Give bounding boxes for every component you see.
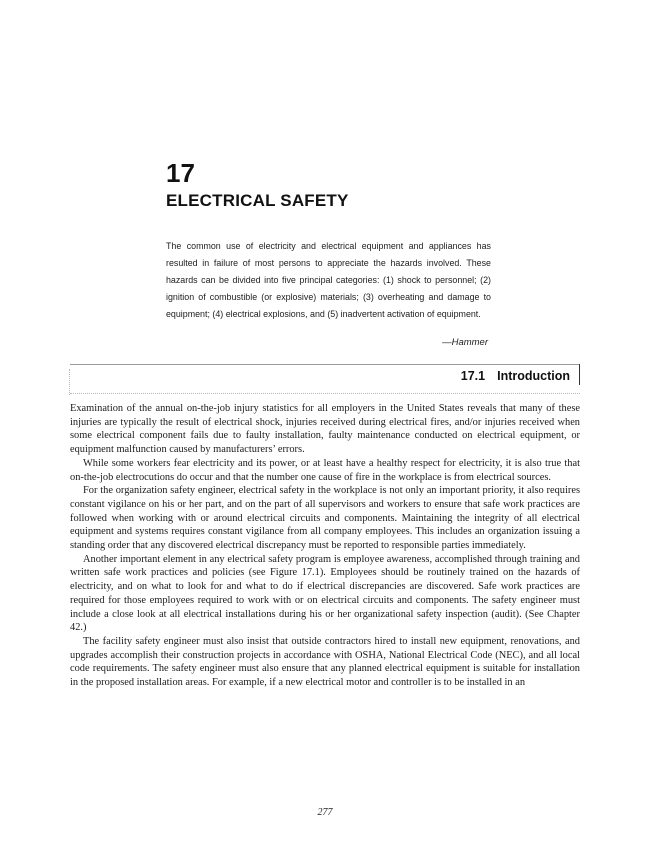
section-header <box>70 364 580 394</box>
section-heading <box>461 368 570 384</box>
page-number: 277 <box>317 807 333 818</box>
body-paragraph: While some workers fear electricity and its power, or at least have a healthy respect for electricity, it is also true that on-the-job electrocutions do occur and that the number one cause of fire in the workplace is from electrical sources. <box>70 457 580 483</box>
epigraph-quote: The common use of electricity and electrical equipment and appliances has resulted in failure of most persons to appreciate the hazards involved. These hazards can be divided into five principal categories: (1) shock to personnel; (2) ignition of combustible (or explosive) materials; (3) overheating and damage to equipment; (4) electrical explosions, and (5) inadvertent activation of equipment. <box>166 241 491 319</box>
chapter-title: ELECTRICAL SAFETY <box>166 191 349 210</box>
section-number: 17.1 <box>460 369 486 383</box>
section-title: Introduction <box>497 369 570 383</box>
epigraph-attribution: —Hammer <box>442 337 488 348</box>
section-header-left-rule <box>69 369 71 395</box>
body-paragraph: For the organization safety engineer, electrical safety in the workplace is not only an important priority, it also requires constant vigilance on his or her part, and on the part of all supervisors and workers to ensure that safe work practices are followed when working with or around electrical circuits and components. Maintaining the integrity of all electrical equipment and systems requires constant vigilance from all company employees. This includes an organization issuing a standing order that any discovered electrical discrepancy must be reported to responsible parties immediately. <box>70 485 580 552</box>
body-text <box>70 402 580 690</box>
body-paragraph: The facility safety engineer must also insist that outside contractors hired to install new equipment, renovations, and upgrades accomplish their construction projects in accordance with OSHA, National Electrical Code (NEC), and all local code requirements. The safety engineer must also ensure that any planned electrical equipment is suitable for installation in the proposed installation areas. For example, if a new electrical motor and controller is to be installed in an <box>70 635 580 689</box>
chapter-number: 17 <box>166 158 195 188</box>
body-paragraph: Examination of the annual on-the-job injury statistics for all employers in the United States reveals that many of these injuries are typically the result of electrical shock, injuries received during electrical fires, and/or injuries received when some electrical component fails due to faulty installation, faulty maintenance conducted on electrical equipment, or equipment malfunction caused by manufacturers’ errors. <box>70 403 580 456</box>
section-header-tick <box>579 364 580 385</box>
body-paragraph: Another important element in any electrical safety program is employee awareness, accomplished through training and written safe work practices and policies (see Figure 17.1). Employees should be routinely trained on the hazards of electricity, and on what to look for and what to do if electrical discrepancies are discovered. Safe work practices are required for those employees required to work with or on electrical circuits and components. The safety engineer must include a close look at all electrical installations during his or her organizational safety inspection (audit). (See Chapter 42.) <box>70 553 580 634</box>
